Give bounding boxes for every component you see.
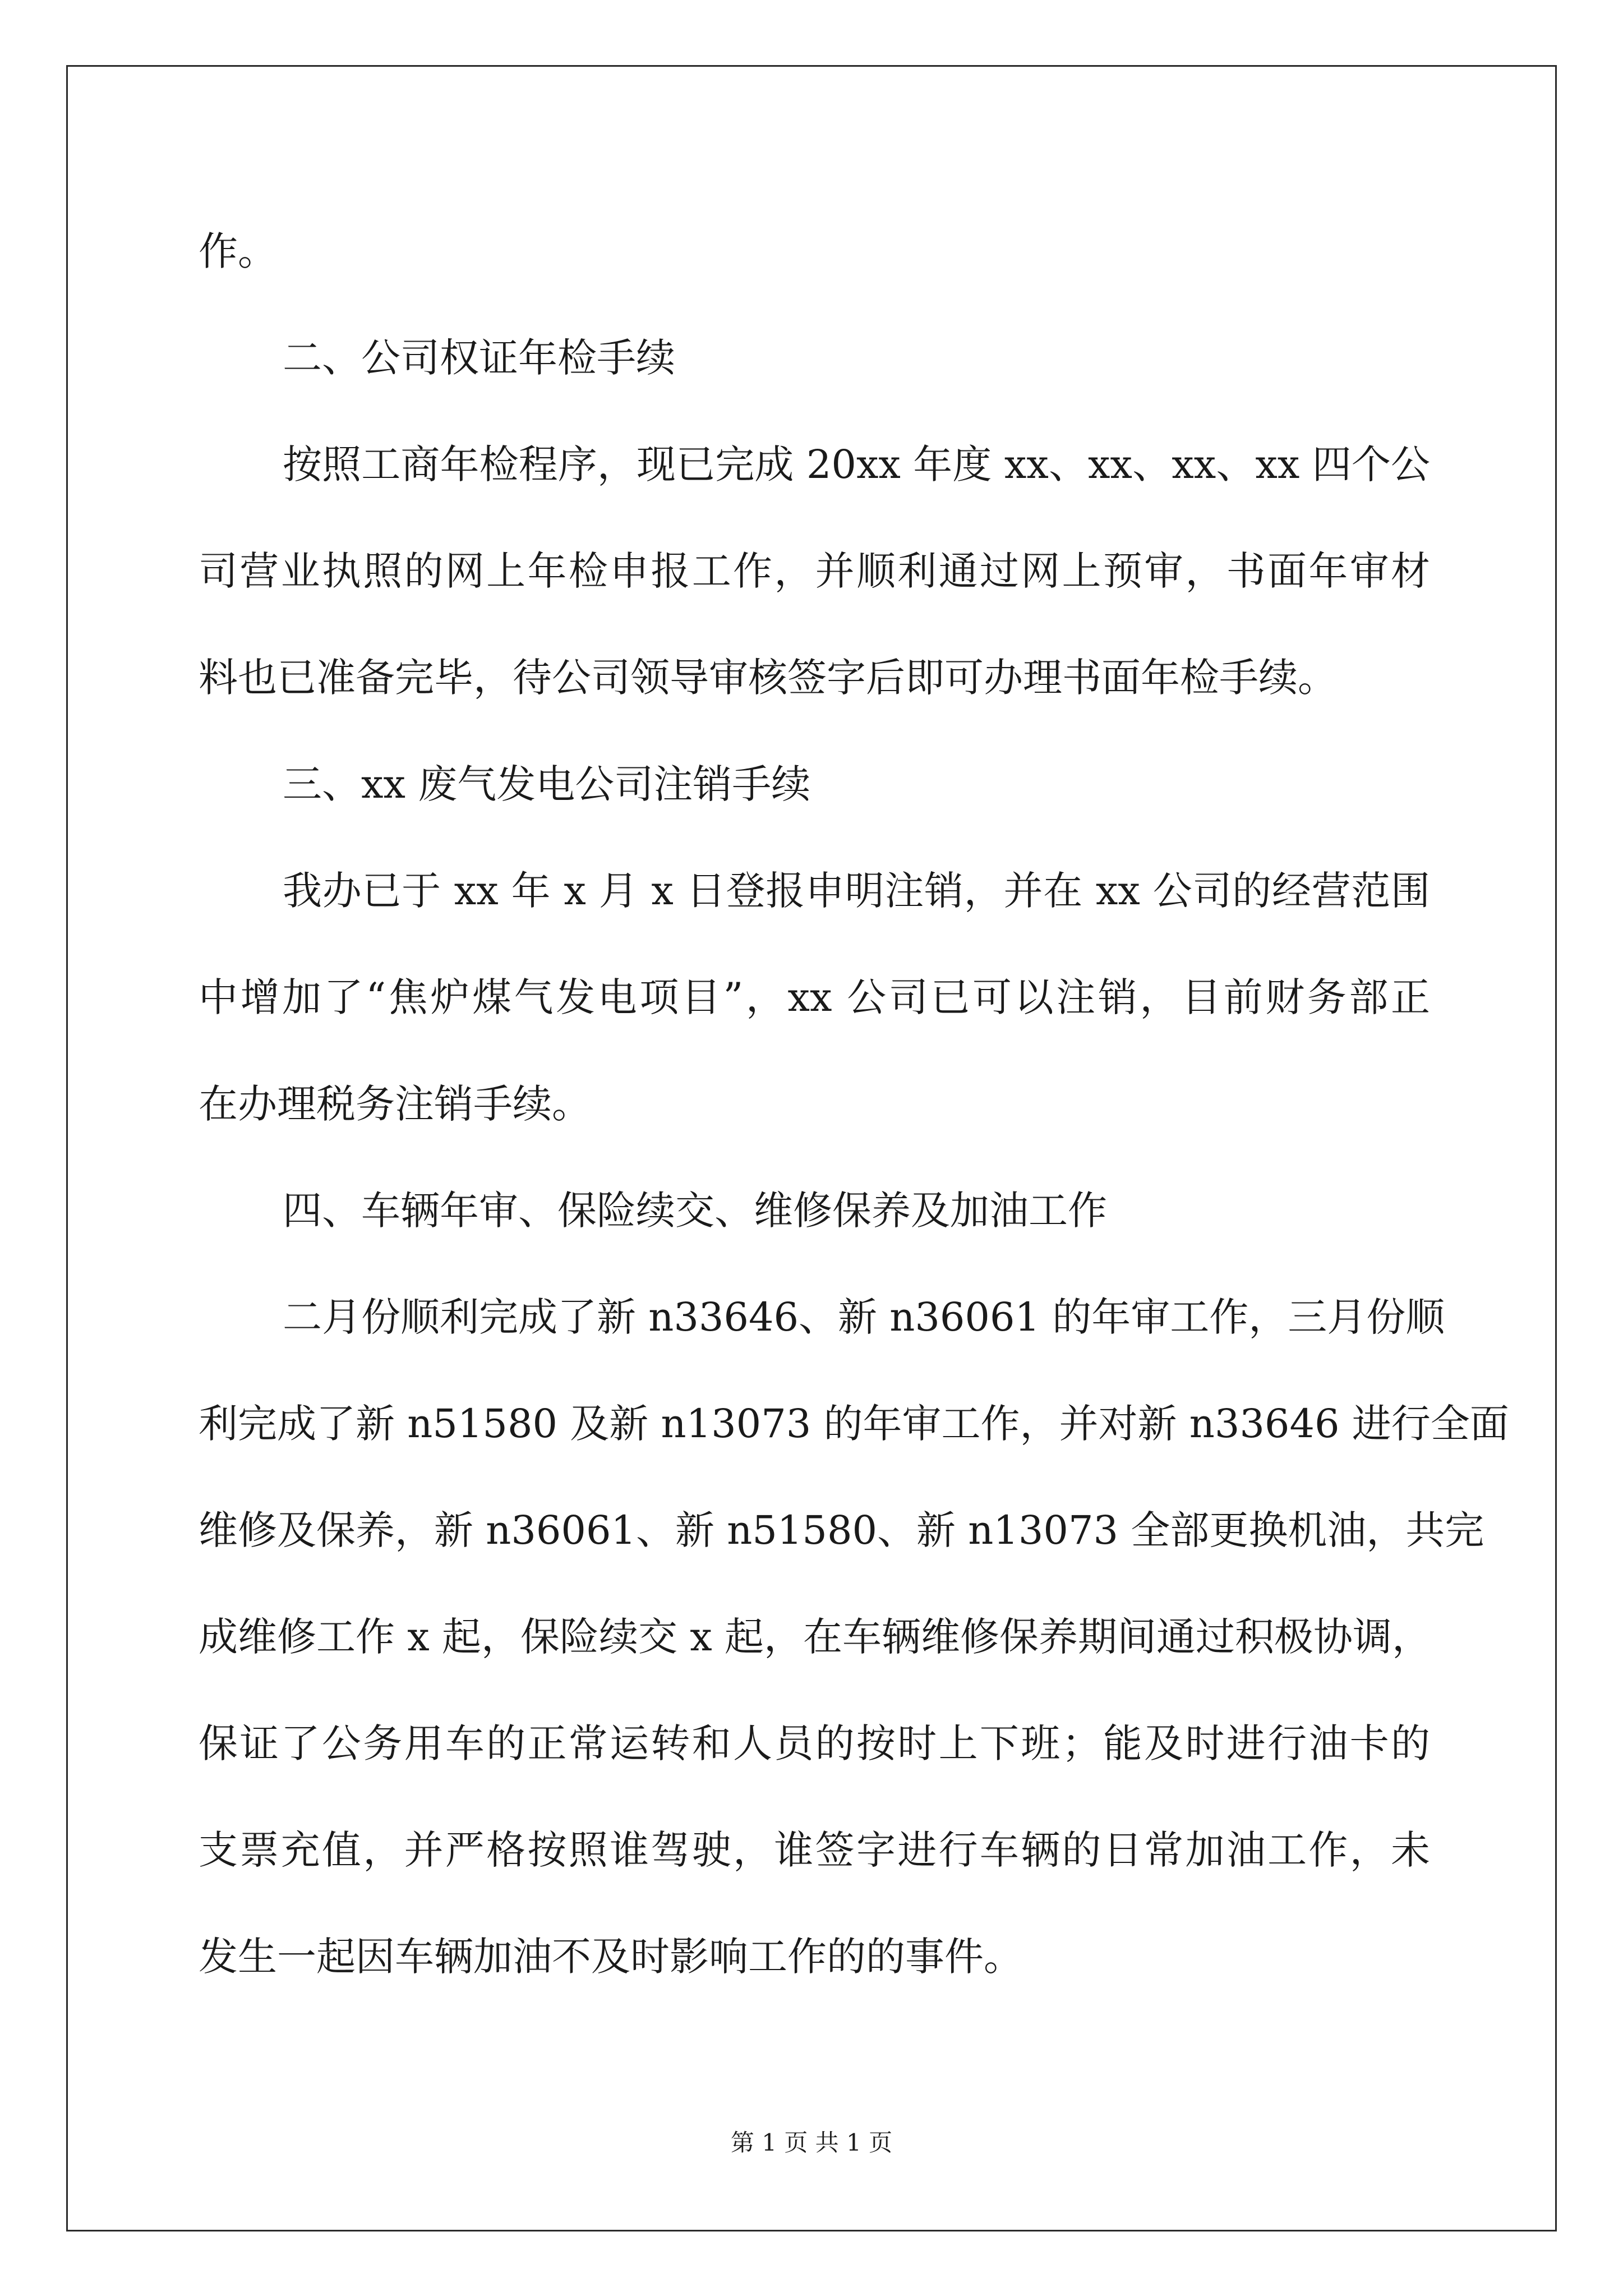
section-heading: 四、车辆年审、保险续交、维修保养及加油工作 <box>283 1188 1107 1234</box>
paragraph-line: 料也已准备完毕，待公司领导审核签字后即可办理书面年检手续。 <box>199 655 1337 701</box>
paragraph-line: 二月份顺利完成了新 n33646、新 n36061 的年审工作，三月份顺 <box>283 1294 1445 1340</box>
paragraph-line: 维修及保养，新 n36061、新 n51580、新 n13073 全部更换机油，共完 <box>199 1507 1484 1553</box>
section-heading: 二、公司权证年检手续 <box>283 335 675 381</box>
paragraph-line: 在办理税务注销手续。 <box>199 1081 591 1127</box>
section-heading: 三、xx 废气发电公司注销手续 <box>283 761 811 807</box>
paragraph-line: 成维修工作 x 起，保险续交 x 起，在车辆维修保养期间通过积极协调， <box>199 1614 1431 1660</box>
paragraph-line: 中增加了“焦炉煤气发电项目”，xx 公司已可以注销，目前财务部正 <box>199 974 1430 1020</box>
paragraph-line: 支票充值，并严格按照谁驾驶，谁签字进行车辆的日常加油工作，未 <box>199 1827 1430 1873</box>
paragraph-line: 利完成了新 n51580 及新 n13073 的年审工作，并对新 n33646 进行全面 <box>199 1401 1509 1447</box>
paragraph-line: 发生一起因车辆加油不及时影响工作的的事件。 <box>199 1934 1023 1980</box>
paragraph-line: 保证了公务用车的正常运转和人员的按时上下班；能及时进行油卡的 <box>199 1720 1430 1766</box>
page-number: 第 1 页 共 1 页 <box>730 2129 893 2156</box>
paragraph-line: 司营业执照的网上年检申报工作，并顺利通过网上预审，书面年审材 <box>199 548 1430 594</box>
paragraph-line: 作。 <box>199 228 277 274</box>
paragraph-line: 我办已于 xx 年 x 月 x 日登报申明注销，并在 xx 公司的经营范围 <box>283 868 1430 914</box>
paragraph-line: 按照工商年检程序，现已完成 20xx 年度 xx、xx、xx、xx 四个公 <box>283 441 1430 487</box>
